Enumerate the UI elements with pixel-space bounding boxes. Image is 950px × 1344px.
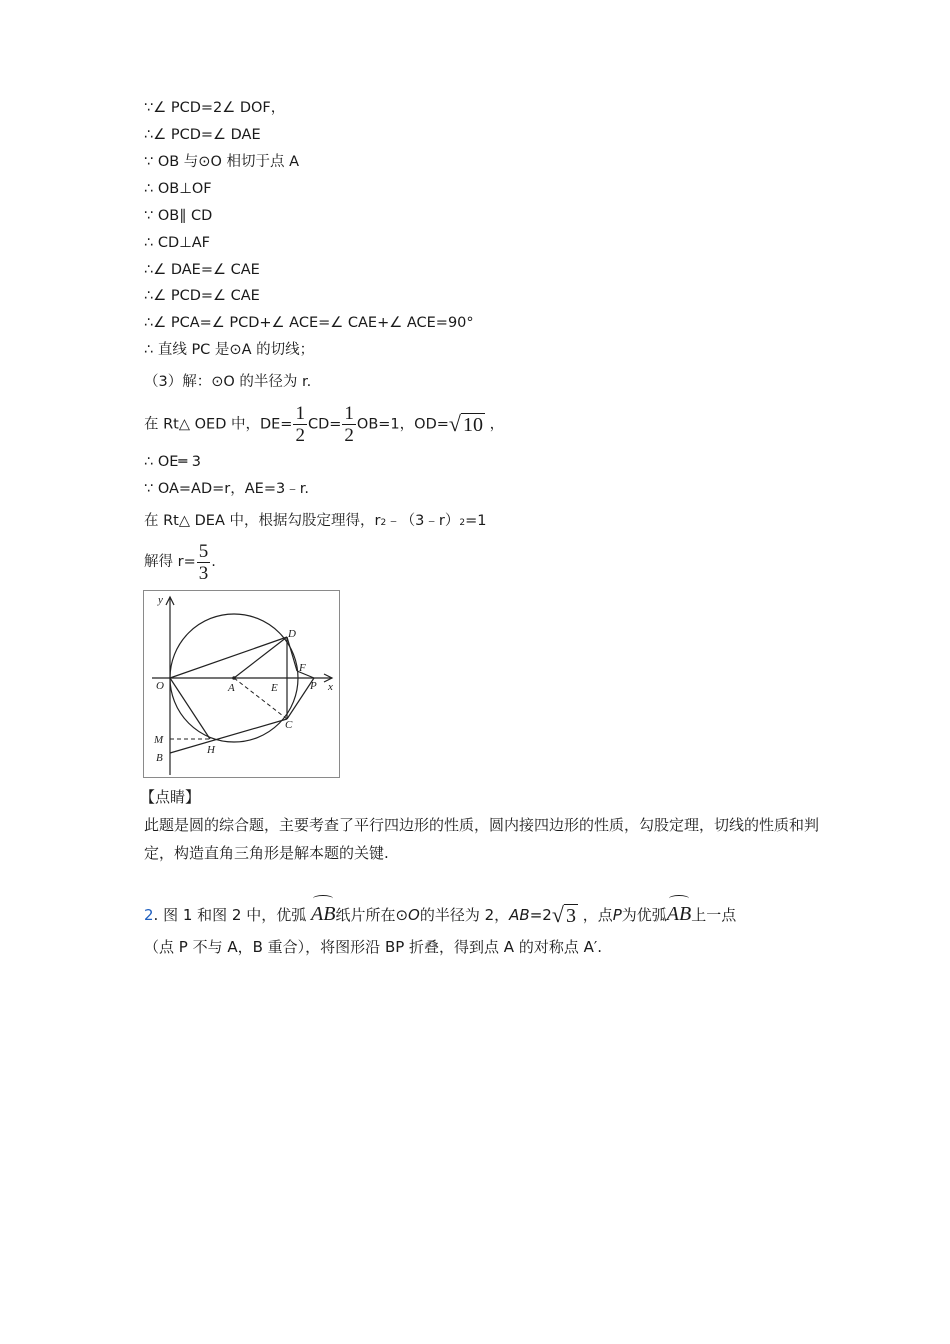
segment-df bbox=[287, 637, 297, 671]
proof-line: ∵ OB∥ CD bbox=[144, 208, 213, 224]
label-d: D bbox=[288, 628, 296, 640]
label-o: O bbox=[156, 680, 164, 692]
proof-line: ∴∠ PCD=∠ DAE bbox=[144, 127, 261, 143]
comment-title: 【点睛】 bbox=[140, 788, 201, 806]
label-e: E bbox=[271, 682, 278, 694]
oe-line: ∴ OE═ 3 bbox=[144, 454, 201, 470]
label-f: F bbox=[299, 662, 306, 674]
segment-od bbox=[170, 637, 287, 678]
question-2-line2: （点 P 不与 A，B 重合），将图形沿 BP 折叠，得到点 A 的对称点 A′. bbox=[144, 938, 603, 956]
proof-line: ∴ OB⊥OF bbox=[144, 181, 212, 197]
arc-ab: AB bbox=[667, 897, 691, 929]
proof-line: ∵∠ PCD=2∠ DOF， bbox=[144, 100, 286, 116]
label-c: C bbox=[285, 719, 293, 731]
question-number: 2 bbox=[144, 906, 154, 924]
label-m: M bbox=[154, 734, 164, 746]
proof-line: ∴ 直线 PC 是⊙A 的切线； bbox=[144, 342, 315, 358]
label-a: A bbox=[228, 682, 235, 694]
comment-text: 此题是圆的综合题，主要考查了平行四边形的性质，圆内接四边形的性质，勾股定理，切线的性质和判定，构造直角三角形是解本题的关键. bbox=[144, 816, 820, 862]
square-root: √ 3 bbox=[551, 902, 576, 927]
segment-ac-dashed bbox=[234, 678, 287, 719]
figure-svg bbox=[144, 591, 339, 777]
segment-ad bbox=[234, 637, 287, 678]
fraction: $\frac{1}{2}$ bbox=[295, 403, 305, 446]
solution-heading: （3）解：⊙O 的半径为 r. bbox=[144, 374, 312, 390]
point-a bbox=[232, 676, 236, 680]
square-root: √ 10 bbox=[448, 411, 483, 436]
rt-oed-line: 在 Rt△ OED 中，DE= $\frac{1}{2}$ CD= $\frac{1}{2}$ OB=1，OD=√ 10 ， bbox=[144, 403, 505, 446]
proof-line: ∴∠ PCD=∠ CAE bbox=[144, 288, 260, 304]
oa-line: ∵ OA=AD=r，AE=3﹣r. bbox=[144, 481, 309, 497]
pythagoras-line: 在 Rt△ DEA 中，根据勾股定理得，r2﹣（3﹣r）2=1 bbox=[144, 513, 487, 529]
proof-line: ∴∠ PCA=∠ PCD+∠ ACE=∠ CAE+∠ ACE=90° bbox=[144, 315, 474, 331]
proof-line: ∴∠ DAE=∠ CAE bbox=[144, 262, 260, 278]
label-y: y bbox=[158, 594, 163, 606]
label-x: x bbox=[328, 681, 333, 693]
geometry-figure bbox=[143, 590, 340, 778]
fraction: $\frac{1}{2}$ bbox=[344, 403, 354, 446]
label-p: P bbox=[310, 680, 317, 692]
label-h: H bbox=[207, 744, 215, 756]
proof-line: ∴ CD⊥AF bbox=[144, 235, 211, 251]
arc-ab: AB bbox=[311, 897, 335, 929]
fraction: $\frac{5}{3}$ bbox=[198, 540, 209, 584]
segment-oh bbox=[170, 678, 210, 739]
solve-line: 解得 r= $\frac{5}{3}$ . bbox=[144, 540, 216, 584]
proof-line: ∵ OB 与⊙O 相切于点 A bbox=[144, 154, 300, 170]
label-b: B bbox=[156, 752, 163, 764]
segment-bc bbox=[170, 719, 287, 753]
question-2: 2. 图 1 和图 2 中，优弧 AB纸片所在⊙O的半径为 2，AB=2√ 3 ，点P为优弧AB上一点 bbox=[144, 897, 824, 931]
